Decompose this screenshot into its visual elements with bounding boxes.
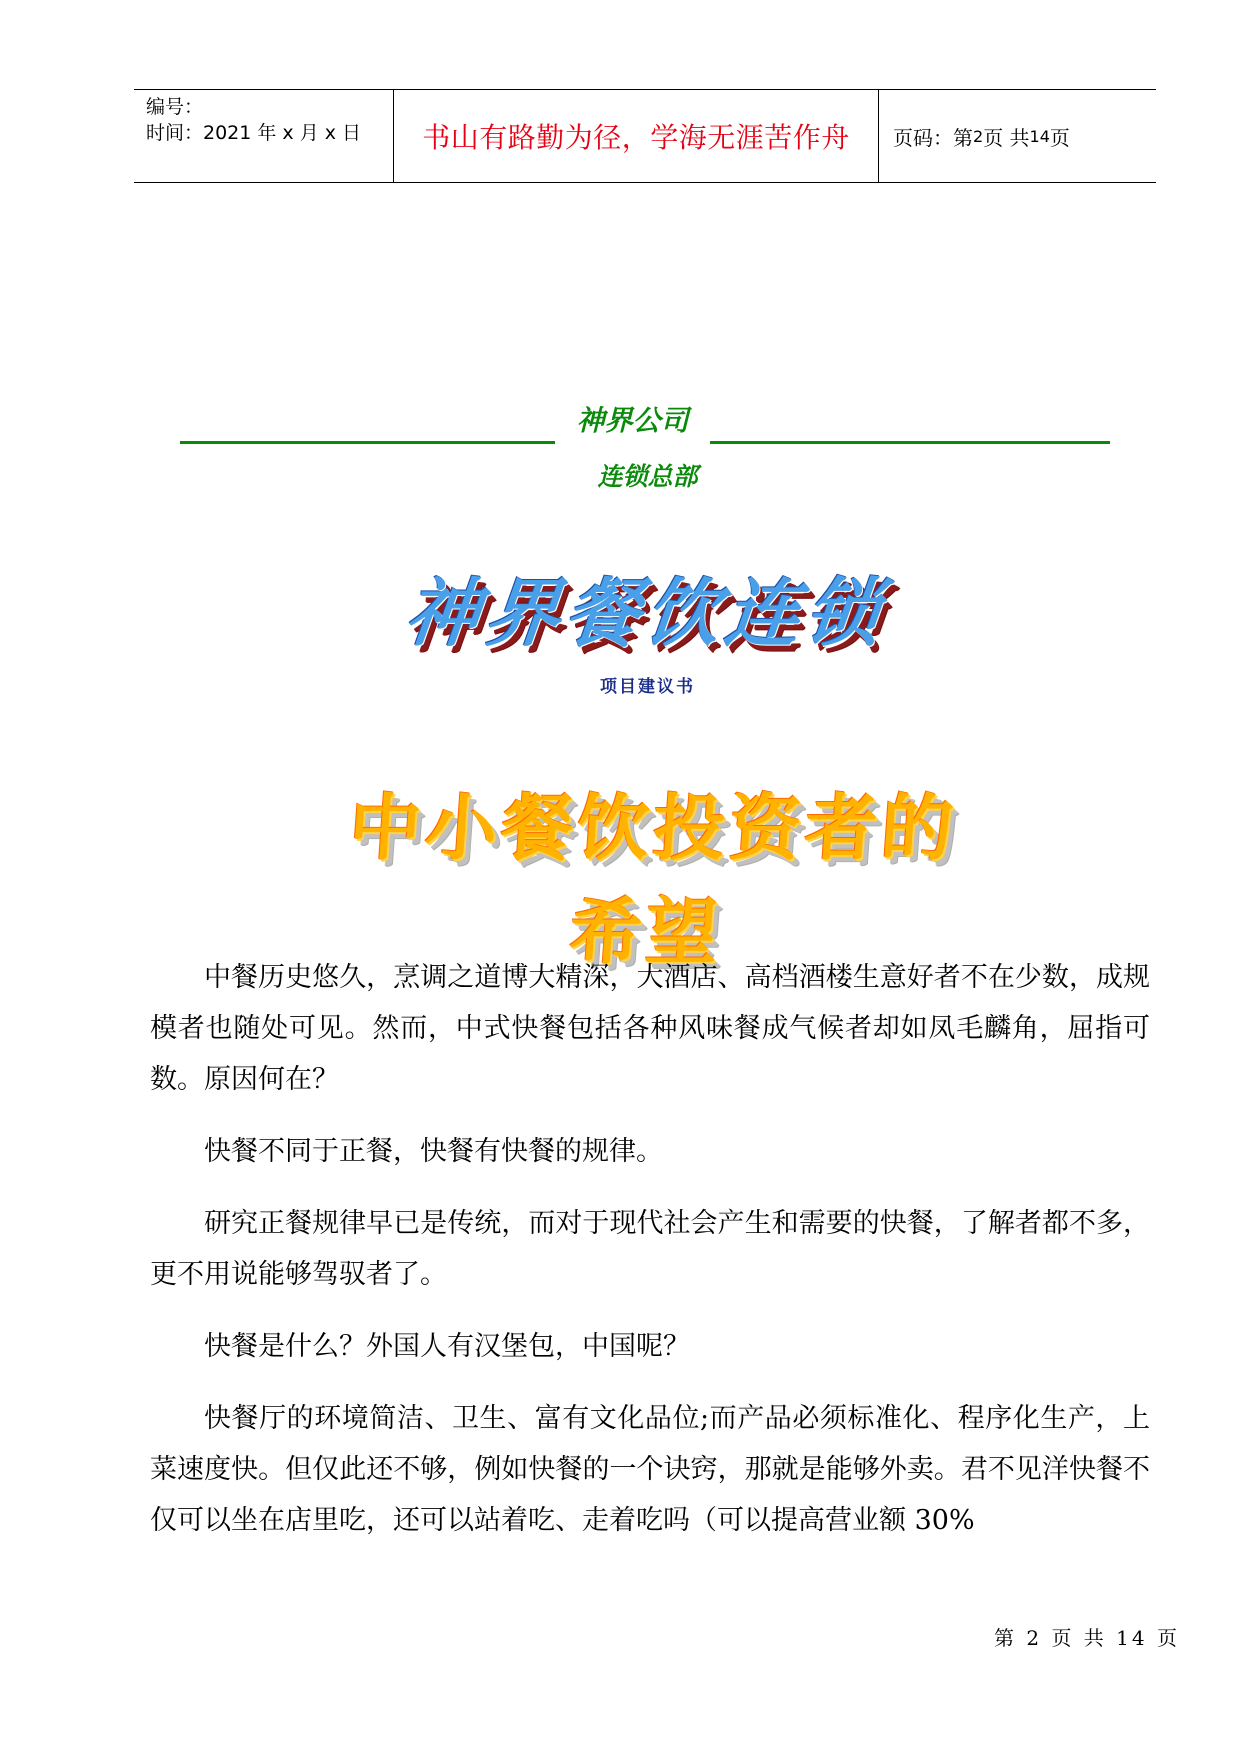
banner-rule-right: [710, 441, 1110, 444]
header-page-info: [879, 90, 1156, 182]
paragraph: 快餐厅的环境简洁、卫生、富有文化品位;而产品必须标准化、程序化生产，上菜速度快。但仅此还不够，例如快餐的一个诀窍，那就是能够外卖。君不见洋快餐不仅可以坐在店里吃，还可以站着吃、走着吃吗（可以提高营业额 30%: [150, 1403, 1150, 1536]
time-label: 时间：2021 年 x 月 x 日: [146, 122, 362, 144]
banner-rule-left: [180, 441, 555, 444]
document-subtitle: 项目建议书: [600, 677, 695, 697]
body-content: [150, 952, 1150, 1567]
company-banner: [180, 395, 1110, 445]
slogan-title: 中小餐饮投资者的希望: [346, 785, 961, 974]
page-mid: 页 共: [983, 125, 1030, 150]
paragraph: 中餐历史悠久，烹调之道博大精深，大酒店、高档酒楼生意好者不在少数，成规模者也随处可见。然而，中式快餐包括各种风味餐成气候者却如凤毛麟角，屈指可数。原因何在？: [150, 962, 1150, 1095]
page-suffix: 页: [1049, 125, 1070, 150]
header-meta: [134, 90, 394, 182]
department-name: 连锁总部: [597, 462, 698, 491]
page-total: 14: [1029, 126, 1050, 146]
page-header: [134, 89, 1156, 183]
paragraph: 研究正餐规律早已是传统，而对于现代社会产生和需要的快餐，了解者都不多，更不用说能够驾驭者了。: [150, 1208, 1150, 1290]
main-title: 神界餐饮连锁: [400, 571, 890, 657]
paragraph: 快餐是什么？外国人有汉堡包，中国呢？: [204, 1331, 690, 1362]
page-footer: 第 2 页 共 14 页: [994, 1626, 1180, 1650]
page-prefix: 页码：第: [893, 125, 973, 150]
number-label: 编号：: [146, 96, 204, 118]
paragraph: 快餐不同于正餐，快餐有快餐的规律。: [204, 1136, 663, 1167]
company-name: 神界公司: [576, 404, 689, 437]
header-motto: 书山有路勤为径，学海无涯苦作舟: [394, 90, 879, 182]
page-number: 2: [973, 126, 984, 146]
